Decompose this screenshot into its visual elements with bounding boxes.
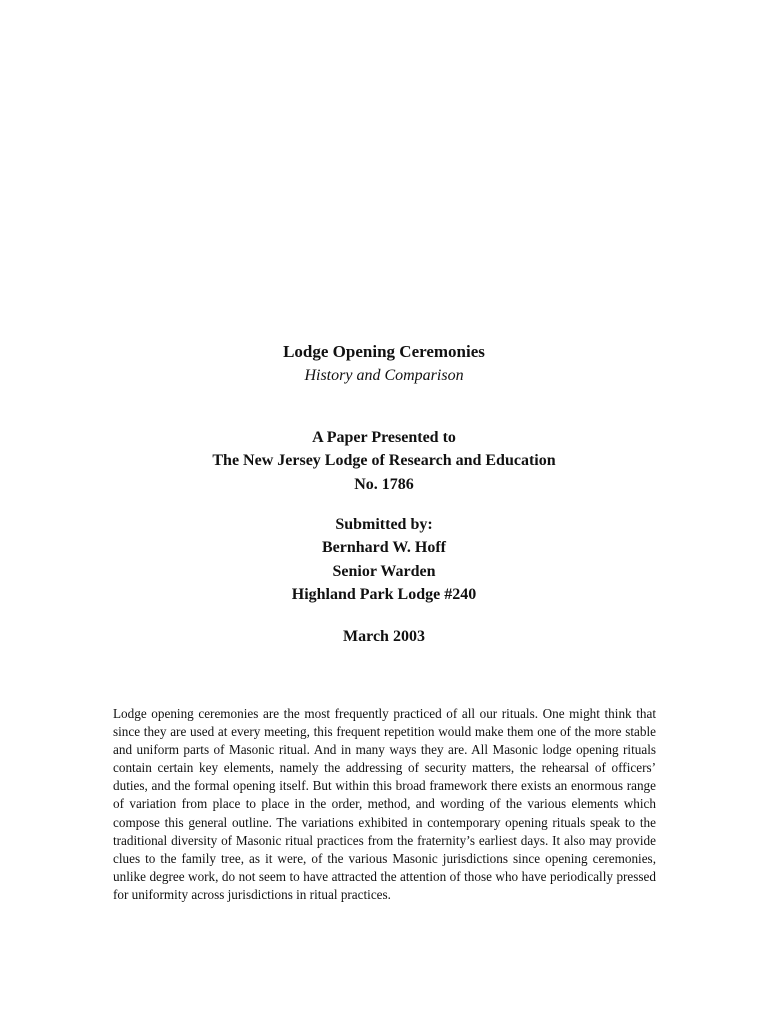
submission-block: [0, 513, 768, 606]
paper-subtitle: History and Comparison: [304, 367, 464, 384]
abstract-paragraph: Lodge opening ceremonies are the most frequently practiced of all our rituals. One might think that since they are used at every meeting, this frequent repetition would make them one of the more stable and uniform parts of Masonic ritual. And in many ways they are. All Masonic lodge opening rituals contain certain key elements, namely the addressing of security matters, the rehearsal of officers’ duties, and the formal opening itself. But within this broad framework there exists an enormous range of variation from place to place in the order, method, and wording of the various elements which compose this general outline. The variations exhibited in contemporary opening rituals speak to the traditional diversity of Masonic ritual practices from the fraternity’s earliest days. It also may provide clues to the family tree, as it were, of the various Masonic jurisdictions since opening ceremonies, unlike degree work, do not seem to have attracted the attention of those who have periodically pressed for uniformity across jurisdictions in ritual practices.: [113, 706, 656, 902]
presentation-block: [0, 426, 768, 496]
title-block: [0, 340, 768, 388]
author-lodge: Highland Park Lodge #240: [291, 585, 477, 603]
paper-title: Lodge Opening Ceremonies: [283, 342, 485, 361]
author-name: Bernhard W. Hoff: [321, 539, 446, 557]
submission-date: March 2003: [343, 628, 425, 645]
author-position: Senior Warden: [332, 562, 436, 580]
presented-to-line: A Paper Presented to: [312, 429, 456, 446]
date-block: [0, 625, 768, 648]
lodge-number: No. 1786: [354, 475, 414, 493]
organization-name: The New Jersey Lodge of Research and Education: [212, 452, 556, 470]
submitted-by-label: Submitted by:: [335, 516, 433, 533]
